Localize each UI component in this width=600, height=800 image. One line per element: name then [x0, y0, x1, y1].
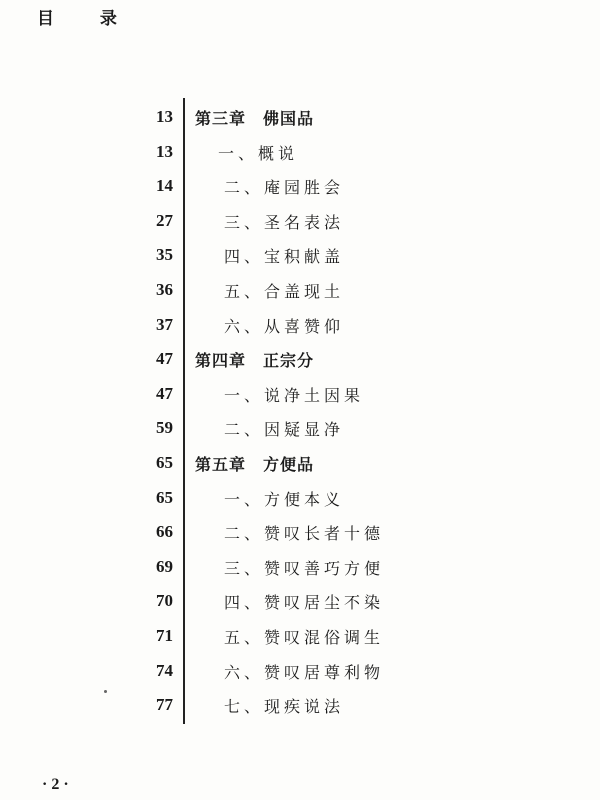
toc-entry[interactable]: [0, 311, 600, 346]
toc-section-title: 六、从喜赞仰: [224, 316, 345, 336]
toc-section-title: 二、赞叹长者十德: [224, 524, 385, 544]
toc-section-title: 二、庵园胜会: [224, 178, 345, 198]
toc-page-number: 47: [156, 383, 173, 403]
toc-section-title: 三、赞叹善巧方便: [224, 558, 385, 578]
toc-entry[interactable]: [0, 103, 600, 138]
toc-page-number: 36: [156, 279, 173, 299]
toc-entry[interactable]: [0, 172, 600, 207]
toc-entry[interactable]: [0, 276, 600, 311]
toc-entry[interactable]: [0, 553, 600, 588]
toc-chapter-title: 第三章 佛国品: [195, 109, 315, 128]
page-header-title: 目 录: [37, 9, 137, 29]
toc-page-number: 70: [156, 591, 173, 611]
toc-section-title: 一、概说: [218, 143, 299, 163]
toc-page-number: 37: [156, 314, 173, 334]
page-folio-number: · 2 ·: [42, 776, 69, 793]
toc-chapter-title: 第四章 正宗分: [195, 351, 315, 371]
toc-entry[interactable]: [0, 518, 600, 553]
toc-page-number: 65: [156, 487, 173, 507]
toc-page-number: 66: [156, 522, 173, 542]
toc-page-number: 69: [156, 556, 173, 576]
toc-page-number: 35: [156, 245, 173, 265]
toc-entry[interactable]: [0, 138, 600, 173]
toc-page-number: 47: [156, 349, 173, 369]
toc-section-title: 六、赞叹居尊利物: [224, 662, 385, 682]
toc-section-title: 一、说净土因果: [224, 385, 365, 405]
toc-entry[interactable]: [0, 449, 600, 484]
toc-section-title: 一、方便本义: [224, 489, 345, 509]
toc-chapter-title: 第五章 方便品: [195, 454, 315, 474]
toc-section-title: 七、现疾说法: [224, 697, 345, 717]
toc-section-title: 五、合盖现土: [224, 281, 345, 301]
toc-page-number: 65: [156, 452, 173, 472]
toc-entry[interactable]: [0, 380, 600, 415]
toc-entry[interactable]: [0, 657, 600, 692]
toc-entry[interactable]: [0, 241, 600, 276]
toc-section-title: 五、赞叹混俗调生: [224, 627, 385, 647]
toc-page-number: 71: [156, 625, 173, 645]
toc-section-title: 三、圣名表法: [224, 212, 345, 232]
scan-speck: [104, 690, 107, 693]
toc-entry[interactable]: [0, 484, 600, 519]
toc-page-number: 13: [156, 141, 173, 161]
table-of-contents: [0, 103, 600, 726]
toc-entry[interactable]: [0, 207, 600, 242]
toc-entry[interactable]: [0, 587, 600, 622]
toc-section-title: 四、赞叹居尘不染: [224, 593, 385, 613]
toc-section-title: 四、宝积献盖: [224, 247, 345, 267]
toc-entry[interactable]: [0, 622, 600, 657]
toc-page-number: 27: [156, 210, 173, 230]
toc-entry[interactable]: [0, 414, 600, 449]
toc-section-title: 二、因疑显净: [224, 420, 345, 440]
toc-page-number: 13: [156, 107, 173, 126]
toc-page-number: 77: [156, 695, 173, 715]
toc-page-number: 74: [156, 660, 173, 680]
toc-page-number: 14: [156, 176, 173, 196]
toc-entry[interactable]: [0, 345, 600, 380]
toc-entry[interactable]: [0, 691, 600, 726]
toc-page-number: 59: [156, 418, 173, 438]
